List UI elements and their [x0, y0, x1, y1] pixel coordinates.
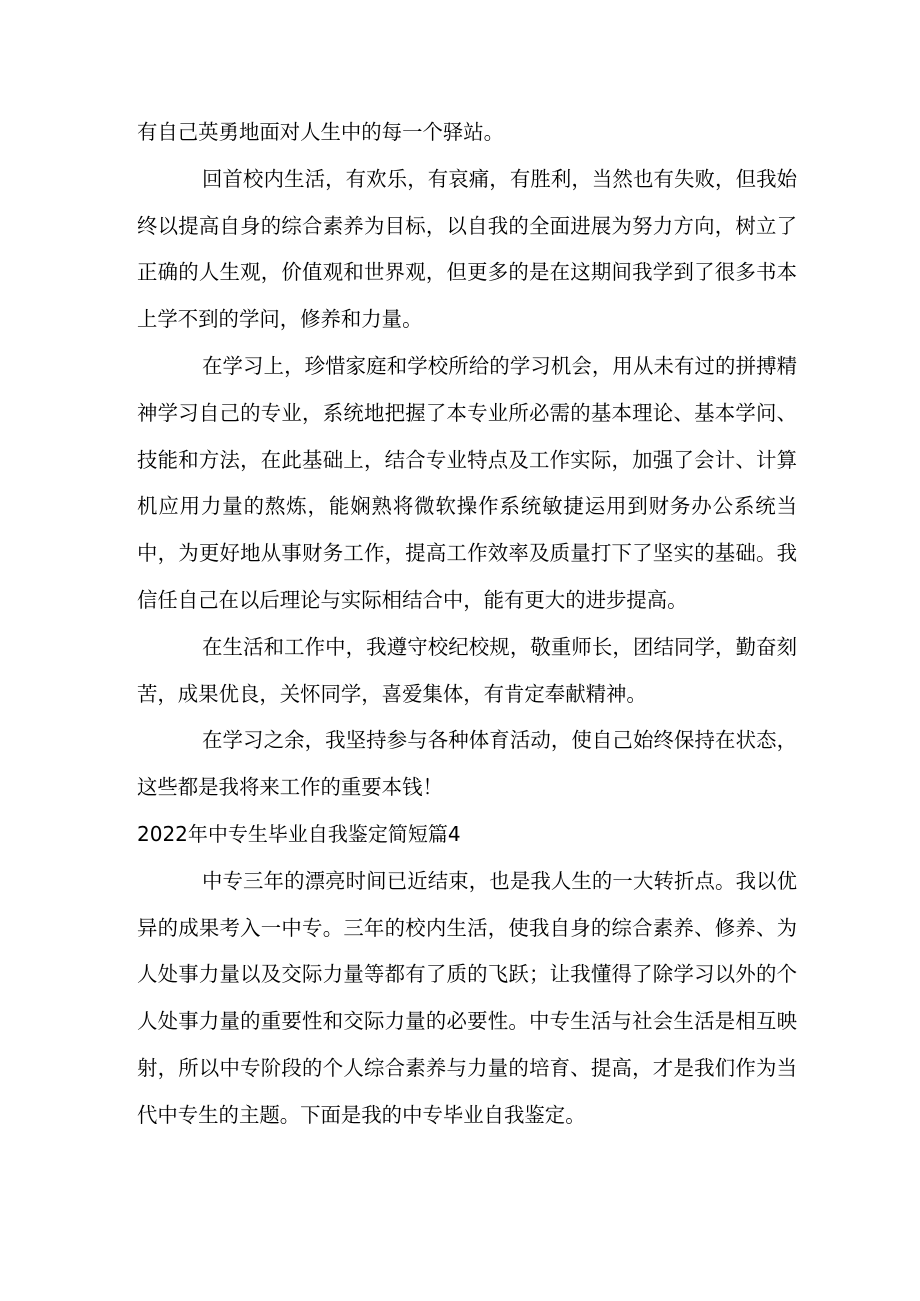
paragraph-study: 在学习上，珍惜家庭和学校所给的学习机会，用从未有过的拼搏精神学习自己的专业，系统地把握了本专业所必需的基本理论、基本学问、技能和方法，在此基础上，结合专业特点及工作实际，加强了会计、计算机应用力量的熬炼，能娴熟将微软操作系统敏捷运用到财务办公系统当中，为更好地从事财务工作，提高工作效率及质量打下了坚实的基础。我信任自己在以后理论与实际相结合中，能有更大的进步提高。	[137, 353, 797, 612]
paragraph-sports: 在学习之余，我坚持参与各种体育活动，使自己始终保持在状态，这些都是我将来工作的重要本钱！	[137, 728, 797, 800]
document-body	[137, 109, 797, 1139]
paragraph-intro: 中专三年的漂亮时间已近结束，也是我人生的一大转折点。我以优异的成果考入一中专。三年的校内生活，使我自身的综合素养、修养、为人处事力量以及交际力量等都有了质的飞跃；让我懂得了除学习以外的个人处事力量的重要性和交际力量的必要性。中专生活与社会生活是相互映射，所以中专阶段的个人综合素养与力量的培育、提高，才是我们作为当代中专生的主题。下面是我的中专毕业自我鉴定。	[137, 868, 797, 1127]
paragraph-life-work: 在生活和工作中，我遵守校纪校规，敬重师长，团结同学，勤奋刻苦，成果优良，关怀同学，喜爱集体，有肯定奉献精神。	[137, 634, 797, 706]
paragraph-campus-life: 回首校内生活，有欢乐，有哀痛，有胜利，当然也有失败，但我始终以提高自身的综合素养为目标，以自我的全面进展为努力方向，树立了正确的人生观，价值观和世界观，但更多的是在这期间我学到了很多书本上学不到的学问，修养和力量。	[137, 166, 797, 332]
section-heading: 2022年中专生毕业自我鉴定简短篇4	[137, 821, 461, 846]
paragraph-continuation: 有自己英勇地面对人生中的每一个驿站。	[137, 120, 505, 144]
